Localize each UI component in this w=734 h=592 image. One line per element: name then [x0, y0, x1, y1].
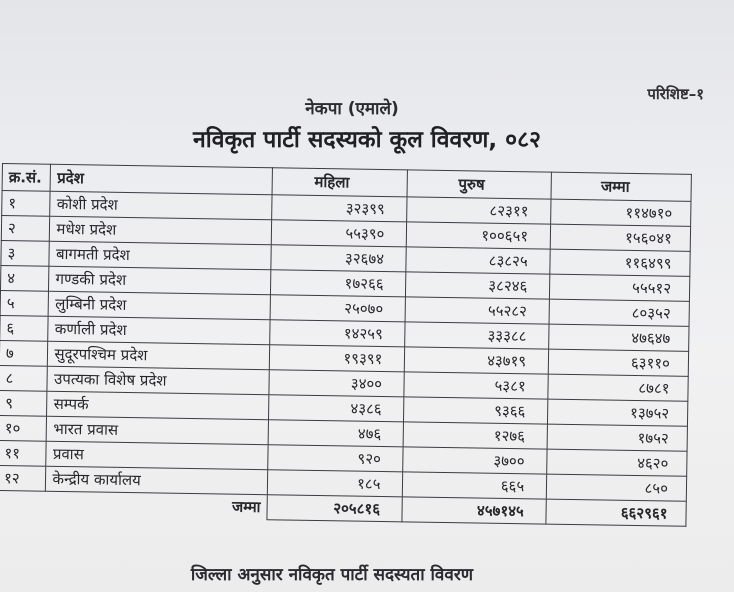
cell-province: लुम्बिनी प्रदेश [49, 291, 271, 319]
cell-sn: १० [0, 415, 47, 441]
cell-total: ११४७१० [551, 199, 691, 226]
cell-province: गण्डकी प्रदेश [49, 266, 271, 294]
column-header-sn: क्र.सं. [2, 164, 51, 192]
cell-total: ८०३५२ [549, 299, 689, 326]
cell-total: ८५० [547, 474, 687, 501]
cell-male: १००६५१ [407, 222, 551, 249]
cell-total: १५६०४१ [550, 224, 690, 251]
cell-province: सम्पर्क [47, 391, 269, 419]
cell-sn: ७ [0, 340, 48, 366]
cell-sn: ६ [0, 315, 49, 341]
cell-province: उपत्यका विशेष प्रदेश [47, 366, 269, 394]
cell-sn: ४ [0, 265, 49, 291]
cell-female: १४२५९ [270, 320, 406, 347]
total-male: ४५७१४५ [402, 497, 546, 524]
cell-sn: ८ [0, 365, 48, 391]
cell-province: भारत प्रवास [47, 416, 269, 444]
cell-sn: १ [2, 191, 51, 217]
cell-female: १७२६६ [270, 270, 406, 297]
cell-province: कर्णाली प्रदेश [48, 316, 270, 344]
cell-male: ४३७१९ [405, 347, 549, 374]
cell-sn: २ [1, 216, 50, 242]
column-header-female: महिला [272, 168, 408, 197]
total-grand: ६६२९६१ [546, 499, 686, 526]
cell-sn: ११ [0, 440, 47, 466]
cell-female: ९२० [268, 445, 404, 472]
cell-province: केन्द्रीय कार्यालय [46, 466, 268, 494]
appendix-label: परिशिष्ट–१ [647, 85, 704, 103]
column-header-province: प्रदेश [51, 164, 273, 194]
cell-sn: १२ [0, 465, 46, 491]
cell-male: १२७६ [404, 422, 548, 449]
cell-male: ३७०० [403, 447, 547, 474]
cell-female: ५५३९० [271, 220, 407, 247]
column-header-total: जम्मा [551, 172, 691, 201]
total-blank-cell [0, 490, 46, 516]
cell-total: ६३११० [548, 349, 688, 376]
cell-total: ११६४९९ [550, 249, 690, 276]
cell-province: सुदूरपश्चिम प्रदेश [48, 341, 270, 369]
cell-total: ४६२० [547, 449, 687, 476]
cell-total: १३७५२ [548, 399, 688, 426]
cell-male: ५३८१ [404, 372, 548, 399]
cell-female: ४७६ [268, 420, 404, 447]
next-section-title: जिल्ला अनुसार नविकृत पार्टी सदस्यता विवरण [190, 565, 474, 585]
cell-male: ८२३११ [407, 197, 551, 224]
cell-total: ८७८१ [548, 374, 688, 401]
cell-total: ४७६४७ [549, 324, 689, 351]
cell-female: ३२६७४ [271, 245, 407, 272]
cell-male: ६६५ [403, 472, 547, 499]
cell-male: ९३६६ [404, 397, 548, 424]
page-title: नविकृत पार्टी सदस्यको कूल विवरण, ०८२ [192, 127, 541, 153]
cell-sn: ५ [0, 290, 49, 316]
cell-male: ३८२४६ [406, 272, 550, 299]
cell-province: प्रवास [46, 441, 268, 469]
cell-province: कोशी प्रदेश [50, 191, 272, 219]
cell-male: ८३८२५ [406, 247, 550, 274]
cell-female: २५०७० [270, 295, 406, 322]
cell-total: १७५२ [547, 424, 687, 451]
cell-male: ३३३८८ [405, 322, 549, 349]
cell-province: बागमती प्रदेश [49, 241, 271, 269]
publisher-name: नेकपा (एमाले) [305, 99, 399, 119]
cell-male: ५५२८२ [406, 297, 550, 324]
cell-province: मधेश प्रदेश [50, 216, 272, 244]
total-female: २०५८१६ [267, 495, 403, 522]
cell-sn: ३ [1, 240, 50, 266]
cell-female: ३४०० [269, 370, 405, 397]
cell-female: ४३८६ [268, 395, 404, 422]
cell-female: १९३९१ [269, 345, 405, 372]
total-label: जम्मा [45, 491, 267, 519]
cell-female: ३२३९९ [272, 195, 408, 222]
column-header-male: पुरुष [408, 170, 552, 199]
membership-table [0, 163, 692, 527]
cell-female: १८५ [267, 470, 403, 497]
cell-total: ५५५१२ [550, 274, 690, 301]
cell-sn: ९ [0, 390, 47, 416]
